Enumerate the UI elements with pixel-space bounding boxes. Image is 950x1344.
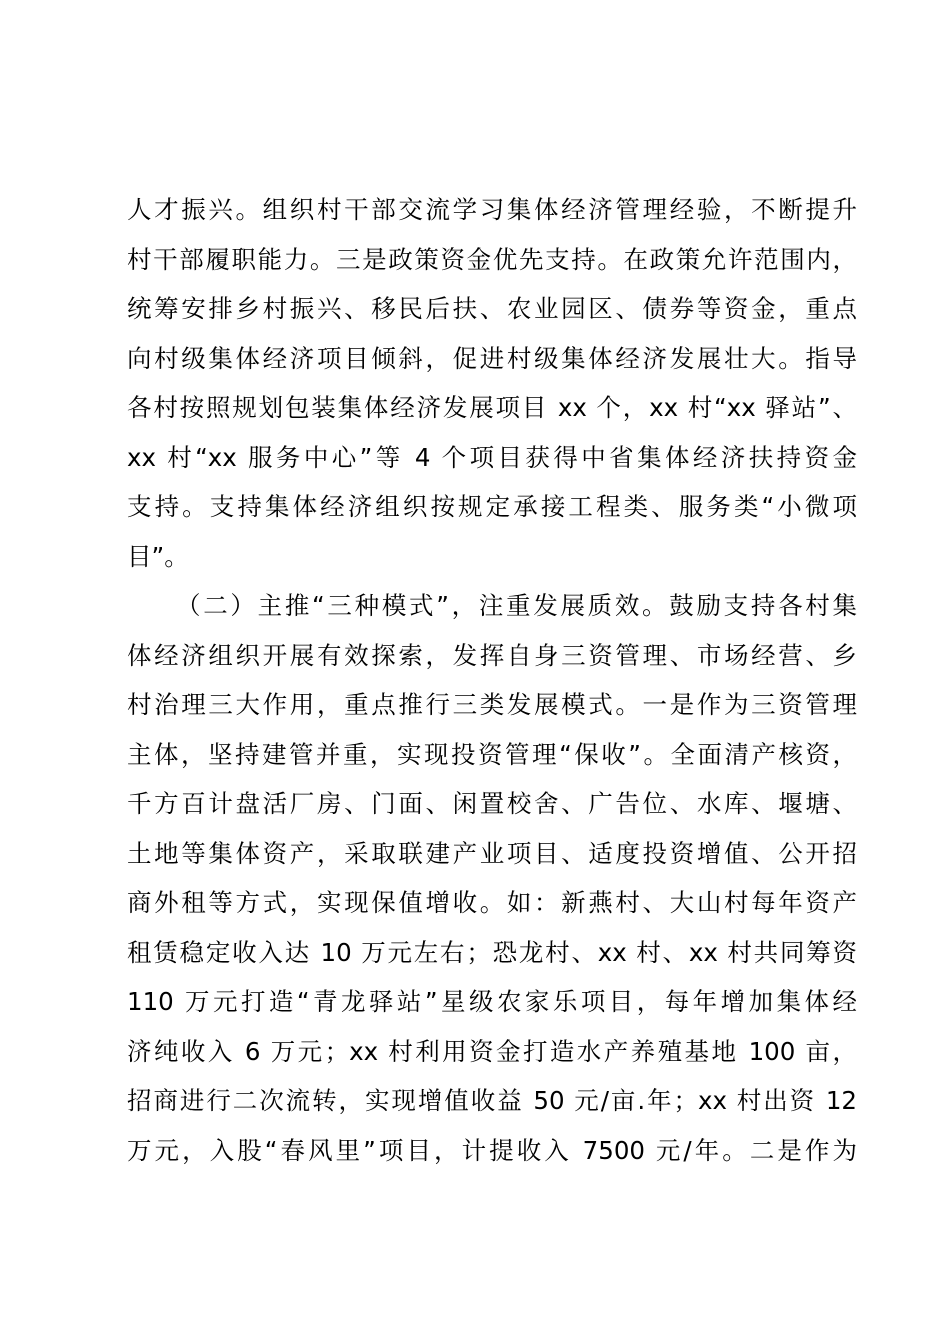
- text-line: 人才振兴。组织村干部交流学习集体经济管理经验，不断提升: [127, 195, 857, 224]
- text-line: 济纯收入 6 万元；xx 村利用资金打造水产养殖基地 100 亩，: [127, 1036, 857, 1066]
- text-line: 目”。: [127, 541, 189, 571]
- text-line: 土地等集体资产，采取联建产业项目、适度投资增值、公开招: [127, 838, 857, 868]
- text-line: 110 万元打造“青龙驿站”星级农家乐项目，每年增加集体经: [127, 987, 857, 1016]
- text-line: 万元，入股“春风里”项目，计提收入 7500 元/年。二是作为: [127, 1135, 857, 1165]
- text-line: 村治理三大作用，重点推行三类发展模式。一是作为三资管理: [127, 690, 857, 719]
- text-line: 体经济组织开展有效探索，发挥自身三资管理、市场经营、乡: [127, 640, 857, 670]
- text-line: 千方百计盘活厂房、门面、闲置校舍、广告位、水库、堰塘、: [127, 789, 857, 818]
- text-line: 商外租等方式，实现保值增收。如：新燕村、大山村每年资产: [127, 888, 857, 917]
- text-line: 支持。支持集体经济组织按规定承接工程类、服务类“小微项: [127, 492, 857, 521]
- text-line: 各村按照规划包装集体经济发展项目 xx 个，xx 村“xx 驿站”、: [127, 393, 857, 422]
- text-line: 招商进行二次流转，实现增值收益 50 元/亩.年；xx 村出资 12: [127, 1086, 857, 1115]
- text-line: 主体，坚持建管并重，实现投资管理“保收”。全面清产核资，: [127, 739, 857, 769]
- text-line: 向村级集体经济项目倾斜，促进村级集体经济发展壮大。指导: [127, 343, 857, 373]
- text-line: 统筹安排乡村振兴、移民后扶、农业园区、债券等资金，重点: [127, 294, 857, 323]
- paragraph-first-line: （二）主推“三种模式”，注重发展质效。鼓励支持各村集: [176, 591, 857, 620]
- document-body: [127, 185, 857, 1175]
- text-line: xx 村“xx 服务中心”等 4 个项目获得中省集体经济扶持资金: [127, 442, 857, 472]
- text-line: 租赁稳定收入达 10 万元左右；恐龙村、xx 村、xx 村共同筹资: [127, 937, 857, 967]
- text-line: 村干部履职能力。三是政策资金优先支持。在政策允许范围内，: [127, 244, 857, 274]
